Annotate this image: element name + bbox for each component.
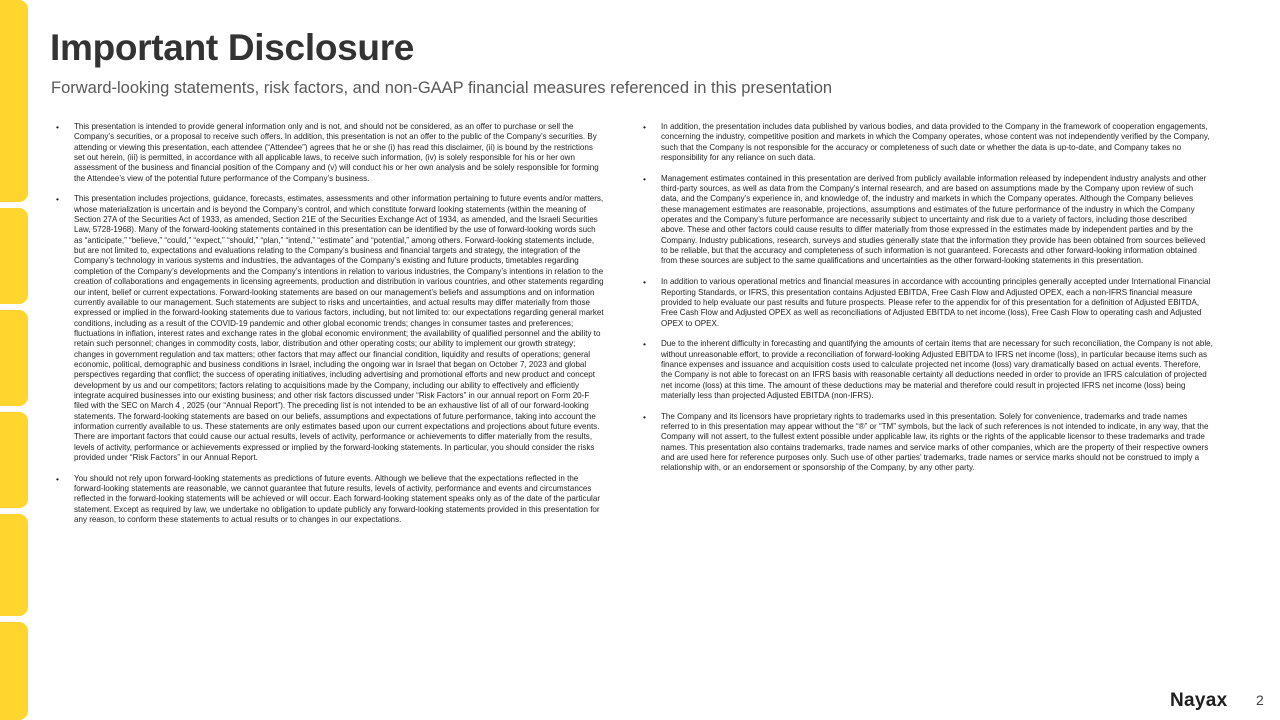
yellow-tab-1 xyxy=(0,0,28,202)
page-title: Important Disclosure xyxy=(50,27,415,68)
left-disclosure-column xyxy=(56,122,604,536)
disclosure-paragraph: • The Company and its licensors have proprietary rights to trademarks used in this presentation. Solely for convenience, trademarks and trade names referred to in this presentation may appear without the “®” or “TM” symbols, but the lack of such references is not intended to indicate, in any way, that the Company will not assert, to the fullest extent possible under applicable law, its rights or the rights of the applicable licensor to these trademarks and trade names. This presentation also contains trademarks, trade names and service marks of other companies, which are the property of their respective owners and are used here for reference purposes only. Such use of other parties’ trademarks, trade names or service marks should not be construed to imply a relationship with, or an endorsement or sponsorship of the Company, by any other party. xyxy=(643,412,1213,474)
nayax-logo: Nayax xyxy=(1170,690,1228,711)
yellow-tab-6 xyxy=(0,622,28,720)
disclosure-paragraph: • You should not rely upon forward-looking statements as predictions of future events. Although we believe that the expectations reflected in the forward-looking statements are reasonable, we cannot guarantee that future results, levels of activity, performance and events and circumstances reflected in the forward-looking statements will be achieved or will occur. Each forward-looking statement speaks only as of the date of the particular statement. Except as required by law, we undertake no obligation to update publicly any forward-looking statements provided in this presentation for any reason, to conform these statements to actual results or to changes in our expectations. xyxy=(56,474,604,526)
page-number: 2 xyxy=(1256,692,1264,708)
disclosure-paragraph: • Management estimates contained in this presentation are derived from publicly available information released by independent industry analysts and other third-party sources, as well as data from the Company’s internal research, and are based on assumptions made by the Company upon review of such data, and the Company’s experience in, and knowledge of, the industry and markets in which the Company operates. Although the Company believes these management estimates are reasonable, projections, assumptions and estimates of the future performance of the industry in which the Company operates and the Company’s future performance are necessarily subject to uncertainty and risk due to a variety of factors, including those described above. These and other factors could cause results to differ materially from those expressed in the estimates made by independent parties and by the Company. Industry publications, research, surveys and studies generally state that the information they provide has been obtained from sources believed to be reliable, but that the accuracy and completeness of such information is not guaranteed. Forecasts and other forward-looking information obtained from these sources are subject to the same qualifications and uncertainties as the other forward-looking statements in this presentation. xyxy=(643,174,1213,267)
disclosure-paragraph: • Due to the inherent difficulty in forecasting and quantifying the amounts of certain items that are necessary for such reconciliation, the Company is not able, without unreasonable effort, to provide a reconciliation of forward-looking Adjusted EBITDA to IFRS net income (loss), in particular because items such as finance expenses and issuance and acquisition costs used to calculate projected net income (loss) vary dramatically based on actual events. Therefore, the Company is not able to forecast on an IFRS basis with reasonable certainty all deductions needed in order to provide an IFRS calculation of projected net income (loss) at this time. The amount of these deductions may be material and therefore could result in projected IFRS net income (loss) being materially less than projected Adjusted EBITDA (non-IFRS). xyxy=(643,339,1213,401)
disclosure-paragraph: • In addition, the presentation includes data published by various bodies, and data provided to the Company in the framework of cooperation engagements, concerning the industry, competitive position and markets in which the Company operates, whose content was not independently verified by the Company, such that the Company is not responsible for the accuracy or completeness of such date or whether the data is up-to-date, and Company takes no responsibility for any reliance on such data. xyxy=(643,122,1213,163)
yellow-tab-2 xyxy=(0,208,28,304)
disclosure-paragraph: • This presentation is intended to provide general information only and is not, and should not be considered, as an offer to purchase or sell the Company’s securities, or a proposal to receive such offers. In addition, this presentation is not an offer to the public of the Company’s securities. By attending or viewing this presentation, each attendee (“Attendee”) agrees that he or she (i) has read this disclaimer, (ii) is bound by the restrictions set out herein, (iii) is permitted, in accordance with all applicable laws, to receive such information, (iv) is solely responsible for his or her own assessment of the business and financial position of the Company and (v) will conduct his or her own analysis and be solely responsible for forming the Attendee’s view of the potential future performance of the Company’s business. xyxy=(56,122,604,184)
disclosure-paragraph: • In addition to various operational metrics and financial measures in accordance with accounting principles generally accepted under International Financial Reporting Standards, or IFRS, this presentation contains Adjusted EBITDA, Free Cash Flow and Adjusted OPEX, each a non-IFRS financial measure provided to help evaluate our past results and future prospects. Please refer to the appendix for of this presentation for a definition of Adjusted EBITDA, Free Cash Flow and Adjusted OPEX as well as reconciliations of Adjusted EBITDA to net income (loss), Free Cash Flow to operating cash and Adjusted OPEX to OPEX. xyxy=(643,277,1213,329)
yellow-tab-4 xyxy=(0,412,28,508)
disclosure-paragraph: • This presentation includes projections, guidance, forecasts, estimates, assessments and other information pertaining to future events and/or matters, whose materialization is uncertain and is beyond the Company’s control, and which constitute forward looking statements (within the meaning of Section 27A of the Securities Act of 1933, as amended, Section 21E of the Securities Exchange Act of 1934, as amended, and the Israeli Securities Law, 5728-1968). Many of the forward-looking statements contained in this presentation can be identified by the use of forward-looking words such as “anticipate,” “believe,” “could,” “expect,” “should,” “plan,” “intend,” “estimate” and “potential,” among others. Forward-looking statements include, but are not limited to, expectations and evaluations relating to the Company’s business and financial targets and strategy, the integration of the Company’s technology in various systems and industries, the advantages of the Company’s existing and future products, timetables regarding completion of the Company’s developments and the Company’s intentions in relation to various industries, the Company’s intentions in relation to the creation of collaborations and engagements in licensing agreements, production and distribution in various countries, and other statements regarding our intent, belief or current expectations. Forward-looking statements are based on our management’s beliefs and assumptions and on information currently available to our management. Such statements are subject to risks and uncertainties, and actual results may differ materially from those expressed or implied in the forward-looking statements due to various factors, including, but not limited to: our expectations regarding general market conditions, including as a result of the COVID-19 pandemic and other global economic trends; changes in consumer tastes and preferences; fluctuations in inflation, interest rates and exchange rates in the global economic environment; the availability of qualified personnel and the ability to retain such personnel; changes in commodity costs, labor, distribution and other operating costs; our ability to implement our growth strategy; changes in government regulation and tax matters; other factors that may affect our financial condition, liquidity and results of operations; general economic, political, demographic and business conditions in Israel, including the ongoing war in Israel that began on October 7, 2023 and global perspectives regarding that conflict; the success of operating initiatives, including advertising and promotional efforts and new product and concept development by us and our competitors; factors relating to acquisitions made by the Company, including our ability to effectively and efficiently integrate acquired businesses into our existing business; and other risk factors discussed under “Risk Factors” in our annual report on Form 20-F filed with the SEC on March 4 , 2025 (our “Annual Report”). The preceding list is not intended to be an exhaustive list of all of our forward-looking statements. The forward-looking statements are based on our beliefs, assumptions and expectations of future performance, taking into account the information currently available to us. These statements are only estimates based upon our current expectations and projections about future events. There are important factors that could cause our actual results, levels of activity, performance or achievements to differ materially from the results, levels of activity, performance or achievements expressed or implied by the forward-looking statements. In particular, you should consider the risks provided under “Risk Factors” in our Annual Report. xyxy=(56,194,604,463)
yellow-tab-3 xyxy=(0,310,28,406)
page-subtitle: Forward-looking statements, risk factors, and non-GAAP financial measures referenced in this presentation xyxy=(51,79,833,97)
yellow-tab-5 xyxy=(0,514,28,616)
right-disclosure-column xyxy=(643,122,1213,484)
